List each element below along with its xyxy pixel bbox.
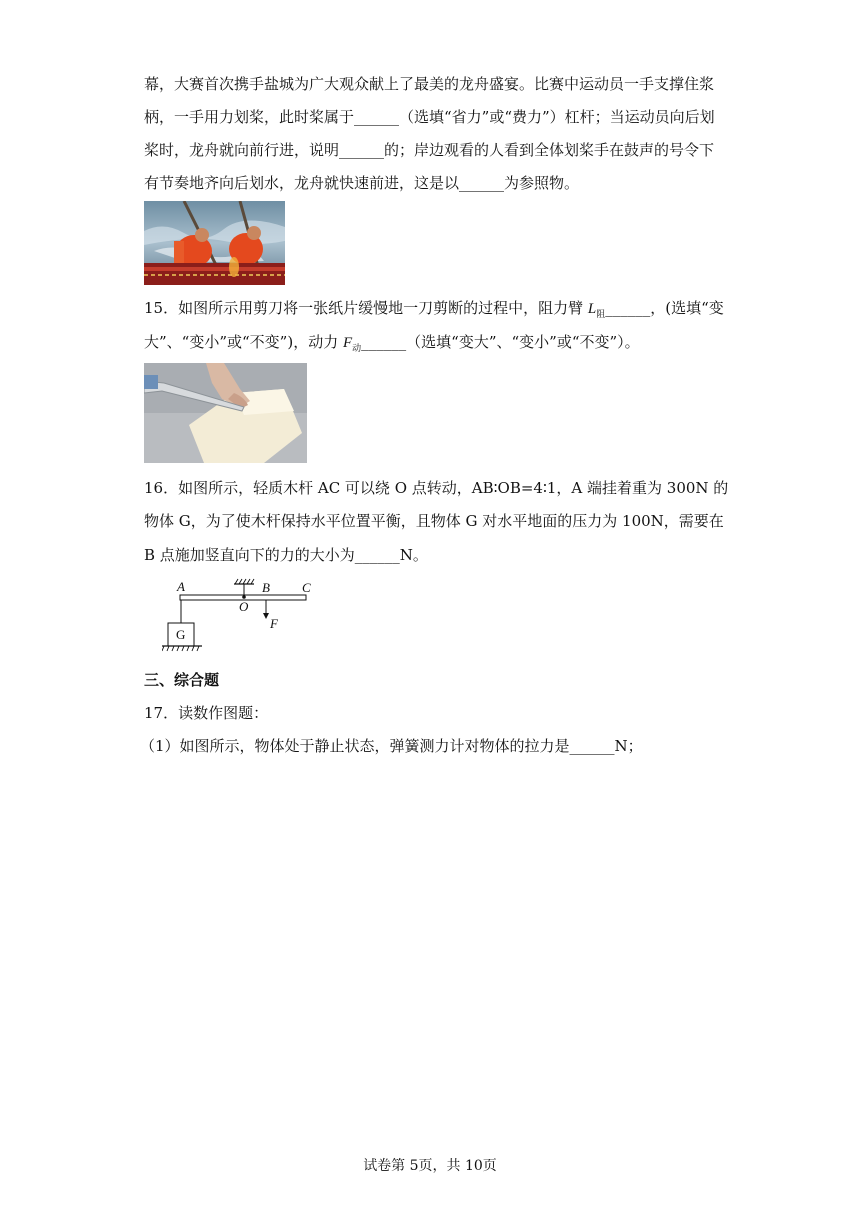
q15-line-2 — [144, 332, 640, 355]
q17-part-1: （1）如图所示，物体处于静止状态，弹簧测力计对物体的拉力是______N； — [140, 737, 643, 755]
section-heading: 三、综合题 — [144, 671, 220, 689]
label-O: O — [239, 599, 249, 614]
label-A: A — [177, 579, 185, 594]
q17-title: 17．读数作图题： — [144, 704, 269, 722]
subscript-resistance: 阻 — [596, 310, 606, 320]
q14-line-3: 桨时，龙舟就向前行进，说明______的；岸边观看的人看到全体划桨手在鼓声的号令下 — [144, 141, 715, 159]
label-B: B — [262, 580, 270, 595]
q14-line-1: 幕，大赛首次携手盐城为广大观众献上了最美的龙舟盛宴。比赛中运动员一手支撑住浆 — [144, 75, 715, 93]
symbol-L: L — [587, 301, 597, 317]
q16-line-2: 物体 G，为了使木杆保持水平位置平衡，且物体 G 对水平地面的压力为 100N，需要在 — [144, 512, 724, 530]
label-G: G — [176, 627, 186, 642]
q15-text-b: ______，(选填“变 — [605, 299, 724, 317]
scissors-cutting-paper-photo — [144, 363, 307, 463]
q16-line-1: 16．如图所示，轻质木杆 AC 可以绕 O 点转动，AB∶OB=4∶1，A 端挂着重为 300N 的 — [144, 479, 729, 497]
force-arrowhead — [263, 613, 269, 619]
subscript-power: 动 — [352, 344, 362, 354]
q16-line-3: B 点施加竖直向下的力的大小为______N。 — [144, 546, 428, 564]
symbol-F: F — [342, 335, 353, 351]
q15-text-a: 15．如图所示用剪刀将一张纸片缓慢地一刀剪断的过程中，阻力臂 — [144, 299, 588, 317]
q15-text-c: 大”、“变小”或“不变”)，动力 — [144, 333, 343, 351]
label-C: C — [302, 580, 311, 595]
q15-line-1 — [144, 298, 724, 321]
page-footer: 试卷第 5页，共 10页 — [363, 1158, 497, 1174]
q15-text-d: ______（选填“变大”、“变小”或“不变”）。 — [361, 333, 640, 351]
q14-line-2: 柄，一手用力划桨，此时桨属于______（选填“省力”或“费力”）杠杆；当运动员向后划 — [144, 108, 715, 126]
ground-hatch — [162, 646, 199, 651]
label-F: F — [270, 616, 278, 631]
pivot-hatch — [235, 579, 254, 584]
lever-diagram — [162, 578, 322, 658]
dragon-boat-photo — [144, 201, 285, 285]
q14-line-4: 有节奏地齐向后划水，龙舟就快速前进，这是以______为参照物。 — [144, 174, 580, 192]
